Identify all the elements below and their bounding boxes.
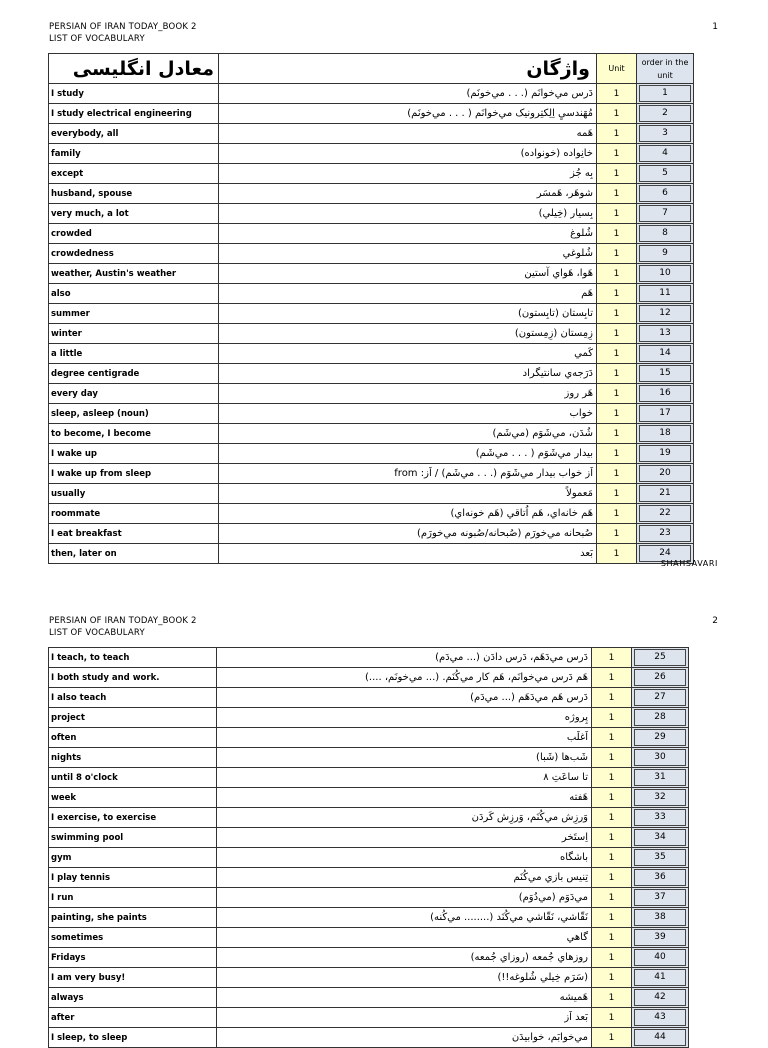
table-row bbox=[49, 868, 689, 888]
english-term: I study bbox=[49, 84, 219, 104]
order-number: 14 bbox=[639, 345, 691, 362]
english-term: I also teach bbox=[49, 688, 217, 708]
unit-number: 1 bbox=[592, 848, 632, 868]
order-number: 37 bbox=[634, 889, 686, 906]
order-number: 39 bbox=[634, 929, 686, 946]
unit-number: 1 bbox=[592, 888, 632, 908]
unit-number: 1 bbox=[592, 828, 632, 848]
english-term: I wake up bbox=[49, 444, 219, 464]
persian-term: تا ساعَتِ ۸ bbox=[217, 768, 592, 788]
order-number: 28 bbox=[634, 709, 686, 726]
persian-term: وَرزِش مي‌کُنَم، وَرزِش کَردَن bbox=[217, 808, 592, 828]
table-row bbox=[49, 1008, 689, 1028]
order-number: 34 bbox=[634, 829, 686, 846]
english-term: after bbox=[49, 1008, 217, 1028]
page-header bbox=[49, 615, 197, 639]
order-cell bbox=[632, 888, 689, 908]
order-number: 35 bbox=[634, 849, 686, 866]
order-number: 5 bbox=[639, 165, 691, 182]
english-term: project bbox=[49, 708, 217, 728]
order-number: 3 bbox=[639, 125, 691, 142]
english-term: painting, she paints bbox=[49, 908, 217, 928]
persian-term: بِسيار (خِيلي) bbox=[219, 204, 597, 224]
persian-term: خواب bbox=[219, 404, 597, 424]
persian-term: شَب‌ها (شَبا) bbox=[217, 748, 592, 768]
persian-term: بَعد bbox=[219, 544, 597, 564]
order-number: 2 bbox=[639, 105, 691, 122]
order-cell bbox=[632, 968, 689, 988]
series-title: PERSIAN OF IRAN TODAY_BOOK 2 bbox=[49, 616, 197, 626]
order-number: 19 bbox=[639, 445, 691, 462]
unit-number: 1 bbox=[597, 164, 637, 184]
order-number: 7 bbox=[639, 205, 691, 222]
persian-term: مي‌خوابَم، خوابيدَن bbox=[217, 1028, 592, 1048]
persian-term: زِمِستان (زِمِستون) bbox=[219, 324, 597, 344]
unit-number: 1 bbox=[597, 204, 637, 224]
english-term: I am very busy! bbox=[49, 968, 217, 988]
unit-number: 1 bbox=[597, 404, 637, 424]
order-cell bbox=[632, 928, 689, 948]
english-term: crowdedness bbox=[49, 244, 219, 264]
order-cell bbox=[632, 648, 689, 668]
order-number: 9 bbox=[639, 245, 691, 262]
english-term: degree centigrade bbox=[49, 364, 219, 384]
order-number: 25 bbox=[634, 649, 686, 666]
english-term: Fridays bbox=[49, 948, 217, 968]
persian-term: هَفته bbox=[217, 788, 592, 808]
order-number: 44 bbox=[634, 1029, 686, 1046]
author-name: SHAHSAVARI bbox=[660, 559, 718, 568]
persian-term: دَرس مي‌خوانَم (. . . مي‌خونَم) bbox=[219, 84, 597, 104]
english-term: I exercise, to exercise bbox=[49, 808, 217, 828]
table-row bbox=[49, 968, 689, 988]
english-term: week bbox=[49, 788, 217, 808]
persian-term: هَميشه bbox=[217, 988, 592, 1008]
persian-term: هَوا، هَواي آستين bbox=[219, 264, 597, 284]
persian-term: شُلوغ bbox=[219, 224, 597, 244]
unit-number: 1 bbox=[597, 124, 637, 144]
persian-term: مَعمولاً bbox=[219, 484, 597, 504]
unit-number: 1 bbox=[597, 344, 637, 364]
page-number: 2 bbox=[712, 616, 718, 626]
unit-number: 1 bbox=[597, 84, 637, 104]
order-cell bbox=[632, 948, 689, 968]
english-term: gym bbox=[49, 848, 217, 868]
unit-number: 1 bbox=[592, 968, 632, 988]
list-title: LIST OF VOCABULARY bbox=[49, 628, 145, 638]
persian-term: هَمه bbox=[219, 124, 597, 144]
persian-term: بيدار مي‌شَوَم ( . . . مي‌شَم) bbox=[219, 444, 597, 464]
table-row bbox=[49, 748, 689, 768]
persian-term: کَمي bbox=[219, 344, 597, 364]
order-number: 27 bbox=[634, 689, 686, 706]
persian-term: صُبحانه مي‌خورَم (صُبحانه/صُبونه مي‌خورَم) bbox=[219, 524, 597, 544]
table-row bbox=[49, 928, 689, 948]
unit-number: 1 bbox=[592, 948, 632, 968]
unit-number: 1 bbox=[592, 868, 632, 888]
order-number: 10 bbox=[639, 265, 691, 282]
order-number: 32 bbox=[634, 789, 686, 806]
order-number: 38 bbox=[634, 909, 686, 926]
order-number: 13 bbox=[639, 325, 691, 342]
english-term: very much, a lot bbox=[49, 204, 219, 224]
order-cell bbox=[632, 828, 689, 848]
english-term: I sleep, to sleep bbox=[49, 1028, 217, 1048]
persian-term: باشگاه bbox=[217, 848, 592, 868]
english-term: everybody, all bbox=[49, 124, 219, 144]
english-term: I both study and work. bbox=[49, 668, 217, 688]
persian-term: روزهاي جُمعه (روزاي جُمعه) bbox=[217, 948, 592, 968]
order-number: 42 bbox=[634, 989, 686, 1006]
english-term: summer bbox=[49, 304, 219, 324]
header-persian: واژگان bbox=[219, 54, 597, 84]
english-term: except bbox=[49, 164, 219, 184]
unit-number: 1 bbox=[597, 464, 637, 484]
unit-number: 1 bbox=[597, 444, 637, 464]
order-cell bbox=[632, 708, 689, 728]
english-term: always bbox=[49, 988, 217, 1008]
order-cell bbox=[632, 1008, 689, 1028]
persian-term: خانِواده (خونواده) bbox=[219, 144, 597, 164]
header-unit: Unit bbox=[597, 54, 637, 84]
unit-number: 1 bbox=[592, 988, 632, 1008]
table-row bbox=[49, 888, 689, 908]
unit-number: 1 bbox=[597, 184, 637, 204]
order-number: 4 bbox=[639, 145, 691, 162]
unit-number: 1 bbox=[597, 264, 637, 284]
order-cell bbox=[632, 868, 689, 888]
order-number: 17 bbox=[639, 405, 691, 422]
unit-number: 1 bbox=[597, 544, 637, 564]
table-row bbox=[49, 1028, 689, 1048]
persian-term: هَم خانه‌اي، هَم اُتاقي (هَم خونه‌اي) bbox=[219, 504, 597, 524]
order-cell bbox=[632, 728, 689, 748]
unit-number: 1 bbox=[592, 688, 632, 708]
order-number: 11 bbox=[639, 285, 691, 302]
english-term: husband, spouse bbox=[49, 184, 219, 204]
english-term: often bbox=[49, 728, 217, 748]
order-cell bbox=[632, 768, 689, 788]
table-row bbox=[49, 988, 689, 1008]
english-term: until 8 o'clock bbox=[49, 768, 217, 788]
order-cell bbox=[632, 788, 689, 808]
english-term: roommate bbox=[49, 504, 219, 524]
table-row bbox=[49, 728, 689, 748]
persian-term: هَر روز bbox=[219, 384, 597, 404]
english-term: swimming pool bbox=[49, 828, 217, 848]
unit-number: 1 bbox=[597, 384, 637, 404]
persian-term: دَرَجه‌ي سانتيگراد bbox=[219, 364, 597, 384]
unit-number: 1 bbox=[597, 504, 637, 524]
unit-number: 1 bbox=[592, 668, 632, 688]
order-cell bbox=[632, 688, 689, 708]
persian-term: گاهي bbox=[217, 928, 592, 948]
series-title: PERSIAN OF IRAN TODAY_BOOK 2 bbox=[49, 22, 197, 32]
persian-term: تابِستان (تابِستون) bbox=[219, 304, 597, 324]
list-title: LIST OF VOCABULARY bbox=[49, 34, 145, 44]
vocabulary-table bbox=[48, 647, 689, 1048]
unit-number: 1 bbox=[597, 424, 637, 444]
table-row bbox=[49, 808, 689, 828]
order-number: 23 bbox=[639, 525, 691, 542]
order-cell bbox=[632, 848, 689, 868]
unit-number: 1 bbox=[597, 524, 637, 544]
table-row bbox=[49, 768, 689, 788]
table-row bbox=[49, 908, 689, 928]
english-term: I wake up from sleep bbox=[49, 464, 219, 484]
unit-number: 1 bbox=[592, 708, 632, 728]
english-term: then, later on bbox=[49, 544, 219, 564]
page-number: 1 bbox=[712, 22, 718, 32]
english-term: I run bbox=[49, 888, 217, 908]
unit-number: 1 bbox=[597, 304, 637, 324]
unit-number: 1 bbox=[592, 648, 632, 668]
order-cell bbox=[632, 668, 689, 688]
unit-number: 1 bbox=[597, 284, 637, 304]
order-cell bbox=[632, 908, 689, 928]
order-cell bbox=[632, 1028, 689, 1048]
order-number: 12 bbox=[639, 305, 691, 322]
order-number: 40 bbox=[634, 949, 686, 966]
order-number: 26 bbox=[634, 669, 686, 686]
english-term: I study electrical engineering bbox=[49, 104, 219, 124]
english-term: weather, Austin's weather bbox=[49, 264, 219, 284]
english-term: sometimes bbox=[49, 928, 217, 948]
order-number: 33 bbox=[634, 809, 686, 826]
unit-number: 1 bbox=[597, 484, 637, 504]
unit-number: 1 bbox=[592, 808, 632, 828]
order-cell bbox=[632, 748, 689, 768]
persian-term: بَعد اَز bbox=[217, 1008, 592, 1028]
english-term: I play tennis bbox=[49, 868, 217, 888]
order-number: 6 bbox=[639, 185, 691, 202]
persian-term: دَرس هَم مي‌دَهَم (... مي‌دَم) bbox=[217, 688, 592, 708]
persian-term: مي‌دَوَم (مي‌دُوَم) bbox=[217, 888, 592, 908]
persian-term: هَم bbox=[219, 284, 597, 304]
persian-term: مُهَندسيِ اِلِکتِرونيک مي‌خوانَم ( . . . مي‌خونَم) bbox=[219, 104, 597, 124]
persian-term: اَز خواب بيدار مي‌شَوَم (. . . مي‌شَم) / اَز: from bbox=[219, 464, 597, 484]
order-cell bbox=[632, 808, 689, 828]
order-number: 36 bbox=[634, 869, 686, 886]
english-term: to become, I become bbox=[49, 424, 219, 444]
header-english: معادل انگلیسی bbox=[49, 54, 219, 84]
unit-number: 1 bbox=[592, 788, 632, 808]
order-number: 24 bbox=[639, 545, 691, 562]
unit-number: 1 bbox=[597, 364, 637, 384]
persian-term: بِه جُز bbox=[219, 164, 597, 184]
order-number: 43 bbox=[634, 1009, 686, 1026]
order-number: 29 bbox=[634, 729, 686, 746]
persian-term: دَرس مي‌دَهَم، دَرس دادَن (... مي‌دَم) bbox=[217, 648, 592, 668]
unit-number: 1 bbox=[597, 324, 637, 344]
persian-term: شُلوغي bbox=[219, 244, 597, 264]
unit-number: 1 bbox=[592, 728, 632, 748]
unit-number: 1 bbox=[597, 104, 637, 124]
order-number: 31 bbox=[634, 769, 686, 786]
english-term: winter bbox=[49, 324, 219, 344]
english-term: I eat breakfast bbox=[49, 524, 219, 544]
unit-number: 1 bbox=[597, 144, 637, 164]
english-term: crowded bbox=[49, 224, 219, 244]
unit-number: 1 bbox=[597, 224, 637, 244]
order-number: 16 bbox=[639, 385, 691, 402]
header-order: order in the unit bbox=[637, 54, 694, 84]
order-number: 8 bbox=[639, 225, 691, 242]
english-term: every day bbox=[49, 384, 219, 404]
persian-term: شُدَن، مي‌شَوَم (مي‌شَم) bbox=[219, 424, 597, 444]
order-number: 21 bbox=[639, 485, 691, 502]
english-term: family bbox=[49, 144, 219, 164]
persian-term: شوهَر، هَمسَر bbox=[219, 184, 597, 204]
order-number: 1 bbox=[639, 85, 691, 102]
unit-number: 1 bbox=[592, 768, 632, 788]
order-number: 20 bbox=[639, 465, 691, 482]
unit-number: 1 bbox=[592, 1008, 632, 1028]
unit-number: 1 bbox=[592, 908, 632, 928]
order-number: 30 bbox=[634, 749, 686, 766]
table-body bbox=[49, 648, 689, 1048]
persian-term: نَقّاشي، نَقّاشي مي‌کُنَد (........ مي‌کُنه) bbox=[217, 908, 592, 928]
table-row bbox=[49, 848, 689, 868]
persian-term: هَم دَرس مي‌خوانَم، هَم کار مي‌کُنَم. (... مي‌خونَم، ....) bbox=[217, 668, 592, 688]
english-term: I teach, to teach bbox=[49, 648, 217, 668]
table-row bbox=[49, 668, 689, 688]
order-cell bbox=[632, 988, 689, 1008]
persian-term: اَغلَب bbox=[217, 728, 592, 748]
order-number: 41 bbox=[634, 969, 686, 986]
order-number: 15 bbox=[639, 365, 691, 382]
persian-term: تِنيس بازي مي‌کُنَم bbox=[217, 868, 592, 888]
unit-number: 1 bbox=[592, 928, 632, 948]
table-row bbox=[49, 708, 689, 728]
english-term: nights bbox=[49, 748, 217, 768]
table-row bbox=[49, 688, 689, 708]
persian-term: پِروژه bbox=[217, 708, 592, 728]
english-term: also bbox=[49, 284, 219, 304]
unit-number: 1 bbox=[592, 748, 632, 768]
order-number: 18 bbox=[639, 425, 691, 442]
unit-number: 1 bbox=[592, 1028, 632, 1048]
unit-number: 1 bbox=[597, 244, 637, 264]
english-term: usually bbox=[49, 484, 219, 504]
order-number: 22 bbox=[639, 505, 691, 522]
persian-term: اِستَخر bbox=[217, 828, 592, 848]
table-row bbox=[49, 828, 689, 848]
table-row bbox=[49, 648, 689, 668]
english-term: a little bbox=[49, 344, 219, 364]
table-row bbox=[49, 788, 689, 808]
table-row bbox=[49, 948, 689, 968]
persian-term: (سَرَم خِيلي شُلوغه!!) bbox=[217, 968, 592, 988]
english-term: sleep, asleep (noun) bbox=[49, 404, 219, 424]
